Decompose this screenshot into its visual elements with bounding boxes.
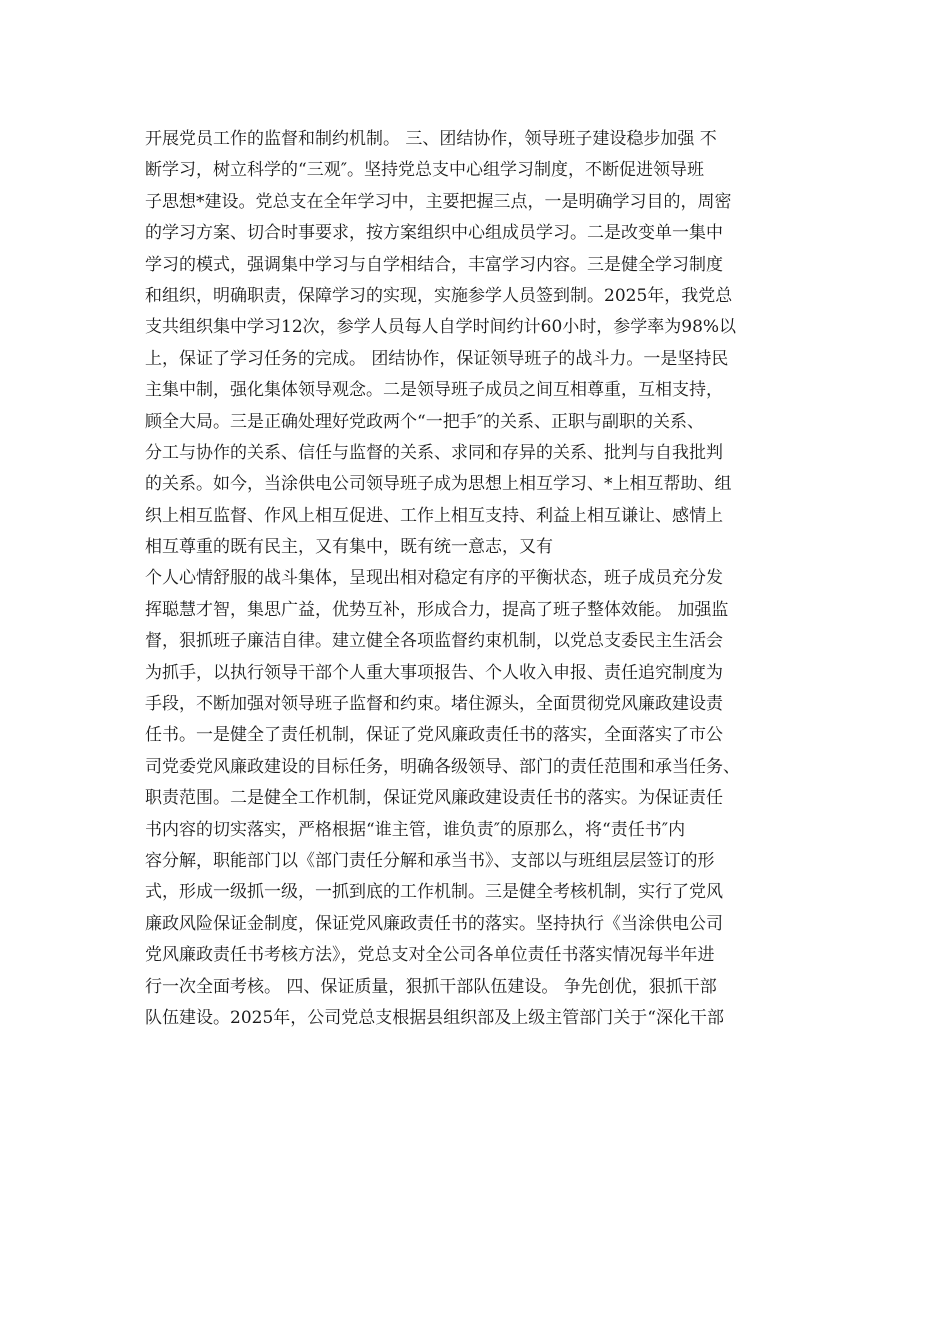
- text-line: 司党委党风廉政建设的目标任务，明确各级领导、部门的责任范围和承当任务、: [145, 756, 740, 777]
- text-line: 的关系。如今，当涂供电公司领导班子成为思想上相互学习、*上相互帮助、组: [145, 474, 732, 495]
- text-line: 挥聪慧才智，集思广益，优势互补，形成合力，提高了班子整体效能。 加强监: [145, 599, 729, 620]
- text-line: 书内容的切实落实，严格根据“谁主管，谁负责″的原那么，将“责任书″内: [145, 819, 686, 840]
- text-line: 容分解，职能部门以《部门责任分解和承当书》、支部以与班组层层签订的形: [145, 850, 715, 871]
- text-line: 职责范围。二是健全工作机制，保证党风廉政建设责任书的落实。为保证责任: [145, 788, 723, 809]
- text-line: 督，狠抓班子廉洁自律。建立健全各项监督约束机制，以党总支委民主生活会: [145, 631, 723, 652]
- text-line: 个人心情舒服的战斗集体，呈现出相对稳定有序的平衡状态，班子成员充分发: [145, 568, 723, 589]
- text-line: 主集中制，强化集体领导观念。二是领导班子成员之间互相尊重，互相支持，: [145, 380, 723, 401]
- text-line: 上，保证了学习任务的完成。 团结协作，保证领导班子的战斗力。一是坚持民: [145, 348, 729, 369]
- text-line: 手段，不断加强对领导班子监督和约束。堵住源头，全面贯彻党风廉政建设责: [145, 694, 723, 715]
- text-line: 支共组织集中学习12次，参学人员每人自学时间约计60小时，参学率为98%以: [145, 317, 737, 338]
- text-line: 子思想*建设。党总支在全年学习中，主要把握三点，一是明确学习目的，周密: [145, 191, 732, 212]
- text-line: 织上相互监督、作风上相互促进、工作上相互支持、利益上相互谦让、感情上: [145, 505, 723, 526]
- text-line: 的学习方案、切合时事要求，按方案组织中心组成员学习。二是改变单一集中: [145, 223, 723, 244]
- text-line: 任书。一是健全了责任机制，保证了党风廉政责任书的落实，全面落实了市公: [145, 725, 723, 746]
- text-line: 相互尊重的既有民主，又有集中，既有统一意志，又有: [145, 537, 553, 558]
- body-text: [145, 124, 815, 1034]
- text-line: 队伍建设。2025年，公司党总支根据县组织部及上级主管部门关于“深化干部: [145, 1007, 724, 1028]
- text-line: 式，形成一级抓一级，一抓到底的工作机制。三是健全考核机制，实行了党风: [145, 882, 723, 903]
- text-line: 为抓手，以执行领导干部个人重大事项报告、个人收入申报、责任追究制度为: [145, 662, 723, 683]
- text-line: 和组织，明确职责，保障学习的实现，实施参学人员签到制。2025年，我党总: [145, 285, 733, 306]
- text-line: 廉政风险保证金制度，保证党风廉政责任书的落实。坚持执行《当涂供电公司: [145, 913, 723, 934]
- text-line: 开展党员工作的监督和制约机制。 三、团结协作，领导班子建设稳步加强 不: [145, 129, 717, 149]
- text-line: 断学习，树立科学的“三观″。坚持党总支中心组学习制度，不断促进领导班: [145, 160, 705, 181]
- text-line: 行一次全面考核。 四、保证质量，狠抓干部队伍建设。 争先创优，狠抓干部: [145, 976, 717, 997]
- text-line: 分工与协作的关系、信任与监督的关系、求同和存异的关系、批判与自我批判: [145, 442, 723, 463]
- text-line: 党风廉政责任书考核方法》，党总支对全公司各单位责任书落实情况每半年进: [145, 945, 715, 966]
- text-line: 顾全大局。三是正确处理好党政两个“一把手″的关系、正职与副职的关系、: [145, 411, 705, 432]
- text-line: 学习的模式，强调集中学习与自学相结合，丰富学习内容。三是健全学习制度: [145, 254, 723, 275]
